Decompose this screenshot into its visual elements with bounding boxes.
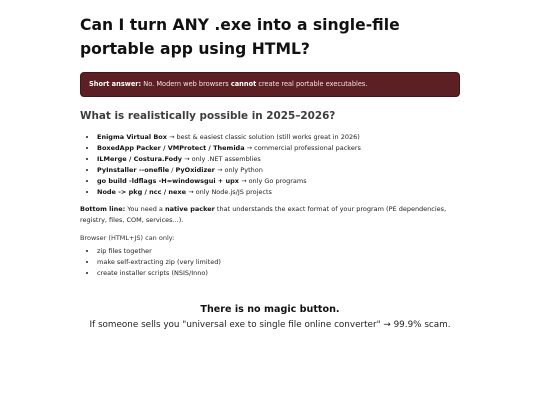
tool-description: → only .NET assemblies [182, 155, 261, 163]
tool-name: go build -ldflags -H=windowsgui + upx [97, 177, 239, 185]
short-answer-emphasis: cannot [230, 80, 257, 88]
tool-name: Node -> pkg / ncc / nexe [97, 188, 187, 196]
page-title: Can I turn ANY .exe into a single-file portable app using HTML? [80, 16, 400, 58]
browser-capability-item: • create installer scripts (NSIS/Inno) [97, 268, 460, 279]
tool-list-item [97, 187, 460, 198]
short-answer-banner [80, 72, 460, 97]
tool-list-item [97, 143, 460, 154]
short-answer-text-after: create real portable executables. [256, 80, 368, 88]
bottom-line-text-after: that understands the exact format of your program (PE dependencies, registry, files, COM, services...). [80, 205, 447, 224]
browser-intro: Browser (HTML+JS) can only: [80, 234, 175, 242]
tool-description: → commercial professional packers [244, 144, 361, 152]
bottom-line-label: Bottom line: [80, 205, 126, 213]
tool-description: → only Python [214, 166, 263, 174]
bottom-line-emphasis: native packer [164, 205, 215, 213]
tool-name: PyInstaller --onefile [97, 166, 170, 174]
tool-name: BoxedApp Packer / VMProtect / Themida [97, 144, 245, 152]
browser-capability-item: • make self-extracting zip (very limited) [97, 257, 460, 268]
tool-description: → only Go programs [239, 177, 307, 185]
bottom-line-text-before: You need a [125, 205, 165, 213]
tool-name: PyOxidizer [175, 166, 215, 174]
browser-capability-list [80, 246, 460, 279]
short-answer-label: Short answer: [89, 80, 142, 88]
browser-capability-item: • zip files together [97, 246, 460, 257]
tool-list-item [97, 154, 460, 165]
short-answer-text-before: No. Modern web browsers [141, 80, 231, 88]
verdict-title: There is no magic button. [200, 304, 340, 315]
tool-name: ILMerge / Costura.Fody [97, 155, 183, 163]
tool-list [80, 132, 460, 198]
section-heading: What is realistically possible in 2025–2026? [80, 110, 336, 122]
tool-list-item [97, 176, 460, 187]
page [80, 0, 460, 331]
verdict [80, 303, 460, 331]
tool-description: → best & easiest classic solution (still works great in 2026) [166, 133, 360, 141]
verdict-text: If someone sells you "universal exe to single file online converter" → 99.9% scam. [89, 320, 451, 330]
tool-description: → only Node.js/JS projects [186, 188, 272, 196]
tool-list-item [97, 132, 460, 143]
tool-list-item [97, 165, 460, 176]
tool-separator: / [169, 166, 176, 174]
tool-name: Enigma Virtual Box [97, 133, 167, 141]
bottom-line-paragraph [80, 204, 460, 225]
